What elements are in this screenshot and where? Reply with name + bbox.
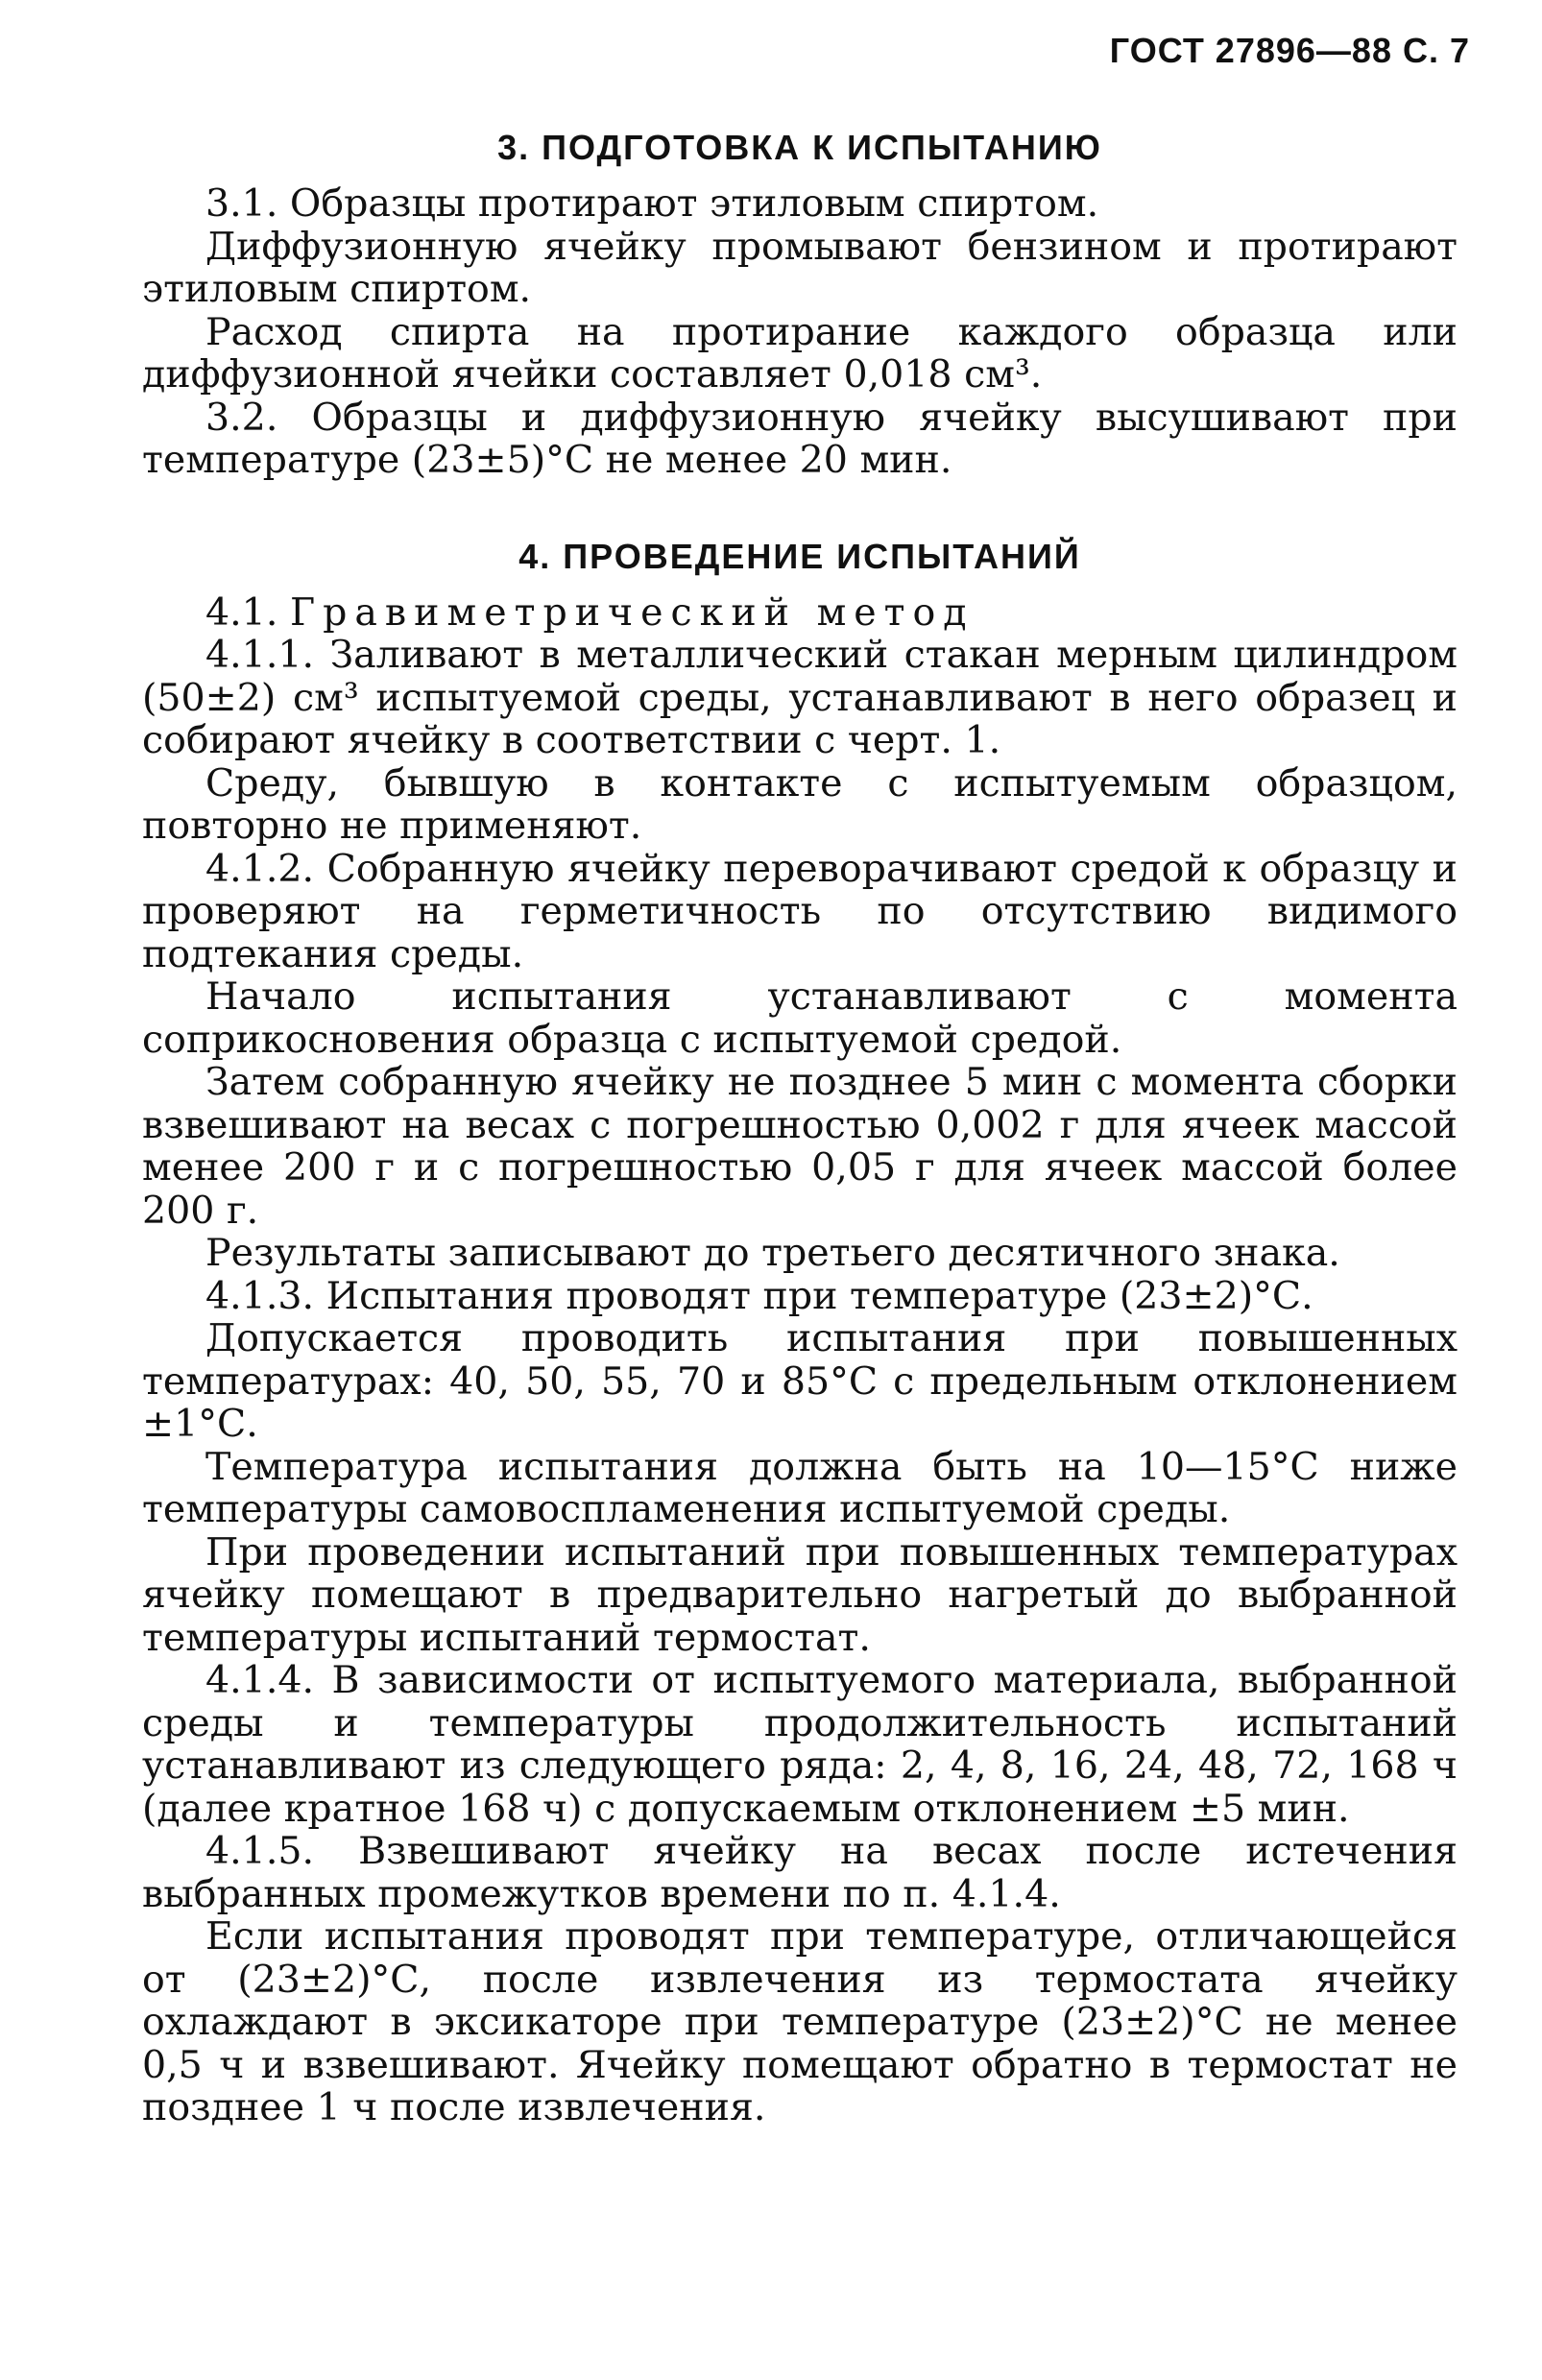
method-number: 4.1. bbox=[205, 589, 278, 635]
paragraph-4-1-2: 4.1.2. Собранную ячейку переворачивают средой к образцу и проверяют на герметичность по отсутствию видимого подтекания среды. bbox=[142, 846, 1458, 976]
paragraph-4-1-3-ignition: Температура испытания должна быть на 10—15°С ниже температуры самовоспламенения испытуемой среды. bbox=[142, 1444, 1458, 1531]
paragraph-4-1-2-weighing: Затем собранную ячейку не позднее 5 мин с момента сборки взвешивают на весах с погрешностью 0,002 г для ячеек массой менее 200 г и с погрешностью 0,05 г для ячеек массой более 200 г. bbox=[142, 1060, 1458, 1233]
paragraph-3-2: 3.2. Образцы и диффузионную ячейку высушивают при температуре (23±5)°С не менее 20 мин. bbox=[142, 395, 1458, 482]
method-title bbox=[142, 591, 1458, 635]
section-4-heading: 4. ПРОВЕДЕНИЕ ИСПЫТАНИЙ bbox=[518, 536, 1081, 576]
paragraph-4-1-1-reuse: Среду, бывшую в контакте с испытуемым образцом, повторно не применяют. bbox=[142, 760, 1458, 848]
paragraph-4-1-1: 4.1.1. Заливают в металлический стакан мерным цилиндром (50±2) см³ испытуемой среды, устанавливают в него образец и собирают ячейку в соответствии с черт. 1. bbox=[142, 633, 1458, 762]
paragraph-4-1-5: 4.1.5. Взвешивают ячейку на весах после истечения выбранных промежутков времени по п. 4.1.4. bbox=[142, 1829, 1458, 1916]
paragraph-4-1-4: 4.1.4. В зависимости от испытуемого материала, выбранной среды и температуры продолжительность испытаний устанавливают из следующего ряда: 2, 4, 8, 16, 24, 48, 72, 168 ч (далее кратное 168 ч) с допускаемым отклонением ±5 мин. bbox=[142, 1658, 1458, 1831]
method-name: Гравиметрический метод bbox=[289, 589, 975, 635]
paragraph-4-1-5-cooling: Если испытания проводят при температуре, отличающейся от (23±2)°С, после извлечения из термостата ячейку охлаждают в эксикаторе при температуре (23±2)°С не менее 0,5 ч и взвешивают. Ячейку помещают обратно в термостат не позднее 1 ч после извлечения. bbox=[142, 1914, 1458, 2129]
paragraph-3-1: 3.1. Образцы протирают этиловым спиртом. bbox=[205, 181, 1099, 226]
paragraph-4-1-2-results: Результаты записывают до третьего десятичного знака. bbox=[205, 1231, 1340, 1275]
page-content bbox=[142, 113, 1458, 2129]
paragraph-4-1-3: 4.1.3. Испытания проводят при температуре (23±2)°С. bbox=[205, 1273, 1313, 1318]
section-3-heading: 3. ПОДГОТОВКА К ИСПЫТАНИЮ bbox=[497, 128, 1102, 167]
paragraph-3-1-alcohol-consumption: Расход спирта на протирание каждого образца или диффузионной ячейки составляет 0,018 см³. bbox=[142, 309, 1458, 397]
paragraph-4-1-3-elevated: Допускается проводить испытания при повышенных температурах: 40, 50, 55, 70 и 85°С с предельным отклонением ±1°С. bbox=[142, 1316, 1458, 1446]
paragraph-3-1-cell-washing: Диффузионную ячейку промывают бензином и протирают этиловым спиртом. bbox=[142, 224, 1458, 311]
paragraph-4-1-2-start: Начало испытания устанавливают с момента соприкосновения образца с испытуемой средой. bbox=[142, 974, 1458, 1062]
paragraph-4-1-3-thermostat: При проведении испытаний при повышенных температурах ячейку помещают в предварительно нагретый до выбранной температуры испытаний термостат. bbox=[142, 1529, 1458, 1660]
running-header: ГОСТ 27896—88 С. 7 bbox=[1109, 31, 1470, 70]
